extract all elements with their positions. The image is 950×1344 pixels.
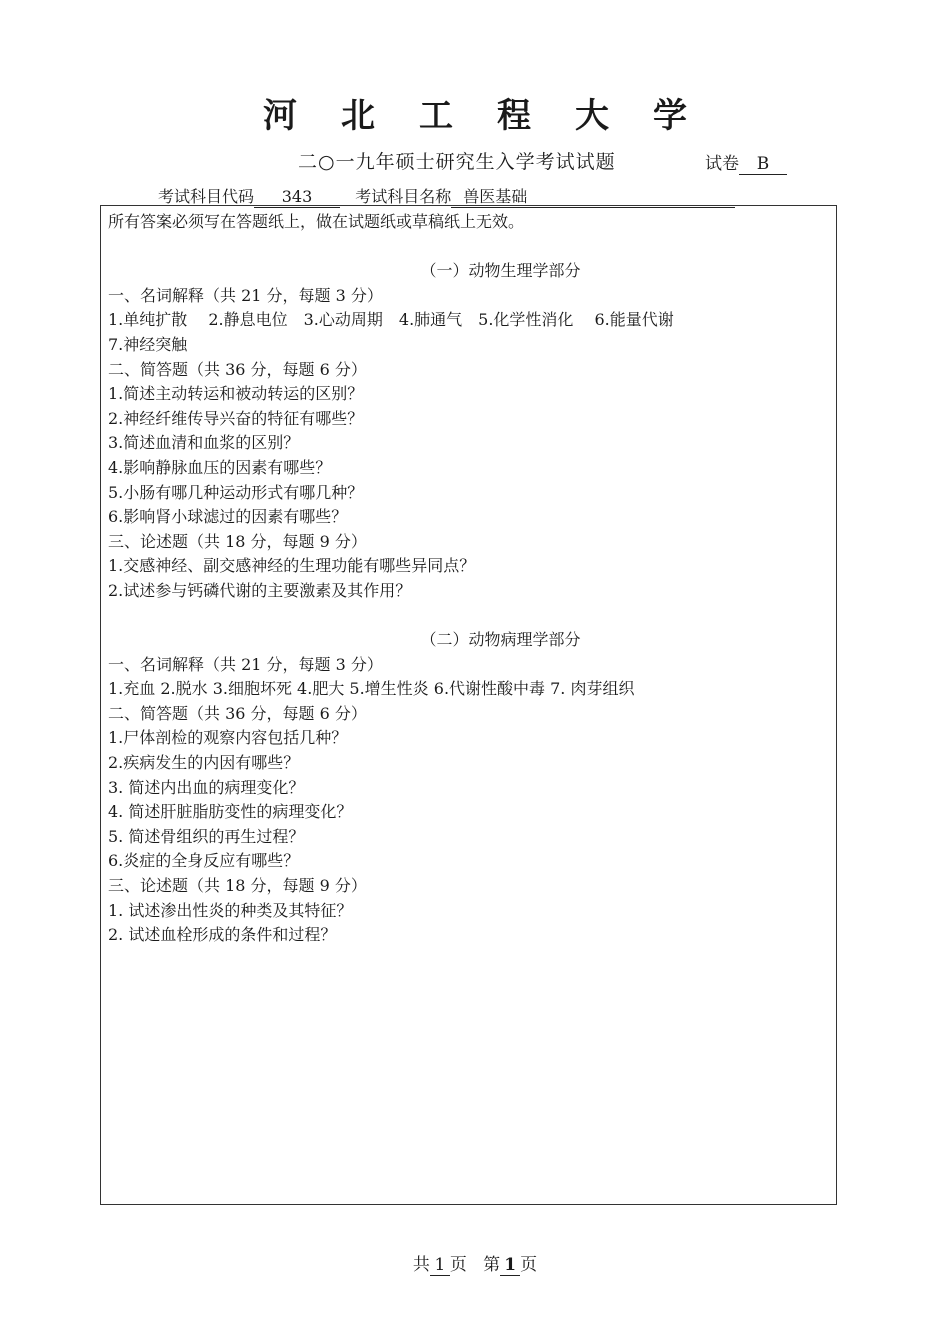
part2-section1-title: 一、名词解释（共 21 分，每题 3 分） xyxy=(108,654,383,674)
part2-section2-q4: 4. 简述肝脏脂肪变性的病理变化？ xyxy=(108,802,353,822)
part2-section2-q5: 5. 简述骨组织的再生过程？ xyxy=(108,826,305,846)
part2-section2-q2: 2.疾病发生的内因有哪些？ xyxy=(108,753,300,773)
subject-code-label: 考试科目代码 xyxy=(158,187,255,206)
total-prefix: 共 xyxy=(412,1255,430,1275)
part1-section2-q4: 4.影响静脉血压的因素有哪些？ xyxy=(108,457,332,477)
total-suffix: 页 xyxy=(449,1255,467,1275)
current-prefix: 第 xyxy=(483,1255,501,1275)
paper-label: 试卷 xyxy=(705,154,739,174)
part2-section2-q1: 1.尸体剖检的观察内容包括几种？ xyxy=(108,728,348,748)
part1-section3-q1: 1.交感神经、副交感神经的生理功能有哪些异同点？ xyxy=(108,556,476,576)
part1-title: （一）动物生理学部分 xyxy=(420,261,581,281)
subject-code: 343 xyxy=(254,187,340,208)
part2-section1-line1: 1.充血 2.脱水 3.细胞坏死 4.肥大 5.增生性炎 6.代谢性酸中毒 7. 肉芽组织 xyxy=(108,679,635,699)
part1-section1-line1: 1.单纯扩散 2.静息电位 3.心动周期 4.肺通气 5.化学性消化 6.能量代谢 xyxy=(108,310,674,330)
paper-value: B xyxy=(739,154,787,175)
part2-section2-q6: 6.炎症的全身反应有哪些？ xyxy=(108,851,300,871)
subject-name-label: 考试科目名称 xyxy=(355,187,452,206)
paper-version xyxy=(705,149,787,175)
instruction: 所有答案必须写在答题纸上，做在试题纸或草稿纸上无效。 xyxy=(108,212,525,231)
part2-section3-q1: 1. 试述渗出性炎的种类及其特征？ xyxy=(108,900,353,920)
part1-section3-q2: 2.试述参与钙磷代谢的主要激素及其作用？ xyxy=(108,580,412,600)
part1-section2-title: 二、简答题（共 36 分，每题 6 分） xyxy=(108,359,367,379)
part1-section2-q5: 5.小肠有哪几种运动形式有哪几种？ xyxy=(108,482,364,502)
current-page: 1 xyxy=(500,1255,520,1276)
part2-section2-title: 二、简答题（共 36 分，每题 6 分） xyxy=(108,703,367,723)
current-suffix: 页 xyxy=(520,1255,538,1275)
part2-section2-q3: 3. 简述内出血的病理变化？ xyxy=(108,777,305,797)
part1-section3-title: 三、论述题（共 18 分，每题 9 分） xyxy=(108,531,367,551)
part1-section1-title: 一、名词解释（共 21 分，每题 3 分） xyxy=(108,285,383,305)
exam-title: 二○一九年硕士研究生入学考试试题 xyxy=(298,151,616,173)
subject-name: 兽医基础 xyxy=(451,187,735,208)
total-pages: 1 xyxy=(430,1255,450,1276)
part1-section2-q1: 1.简述主动转运和被动转运的区别？ xyxy=(108,384,364,404)
part2-title: （二）动物病理学部分 xyxy=(420,630,581,650)
university-name: 河北工程大学 xyxy=(263,96,731,136)
part1-section2-q3: 3.简述血清和血浆的区别？ xyxy=(108,433,300,453)
part1-section2-q6: 6.影响肾小球滤过的因素有哪些？ xyxy=(108,507,348,527)
part2-section3-q2: 2. 试述血栓形成的条件和过程？ xyxy=(108,925,337,945)
exam-content xyxy=(108,210,833,948)
page-footer xyxy=(0,1250,950,1276)
part1-section1-line2: 7.神经突触 xyxy=(108,334,188,354)
part1-section2-q2: 2.神经纤维传导兴奋的特征有哪些？ xyxy=(108,408,364,428)
part2-section3-title: 三、论述题（共 18 分，每题 9 分） xyxy=(108,876,367,896)
